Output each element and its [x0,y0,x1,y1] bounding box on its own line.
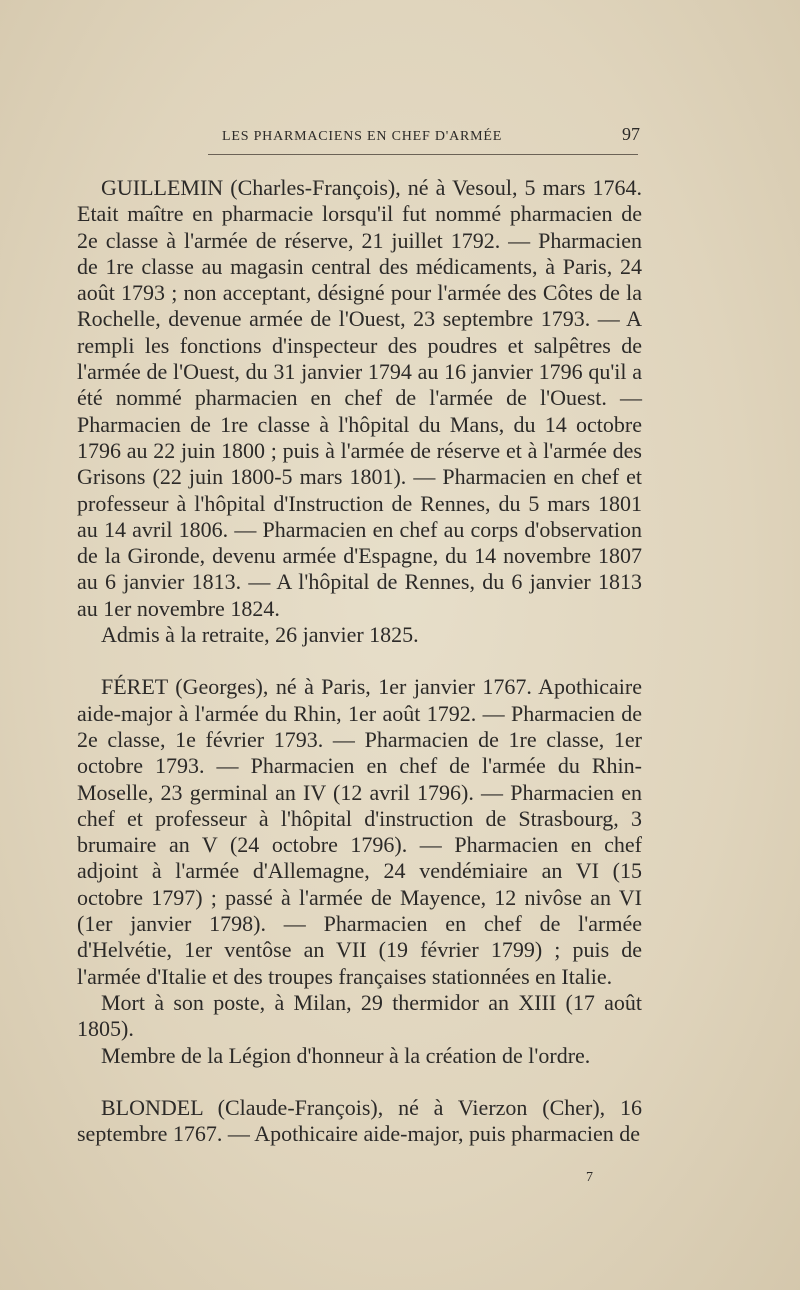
entry-feret-honour: Membre de la Légion d'honneur à la création de l'ordre. [101,1042,591,1068]
entry-blondel: BLONDEL (Claude-François), né à Vierzon (Cher), 16 septembre 1767. — Apothicaire aide-major, puis pharmacien de [77,1094,642,1147]
header-rule [208,154,638,155]
running-title: LES PHARMACIENS EN CHEF D'ARMÉE [222,129,503,144]
entry-guillemin: GUILLEMIN (Charles-François), né à Vesoul, 5 mars 1764. Etait maître en pharmacie lorsqu'il fut nommé pharmacien de 2e classe à l'armée de réserve, 21 juillet 1792. — Pharmacien de 1re classe au magasin central des médicaments, à Paris, 24 août 1793 ; non acceptant, désigné pour l'armée des Côtes de la Rochelle, devenue armée de l'Ouest, 23 septembre 1793. — A rempli les fonctions d'inspecteur des poudres et salpêtres de l'armée de l'Ouest, du 31 janvier 1794 au 16 janvier 1796 qu'il a été nommé pharmacien en chef de l'armée de l'Ouest. — Pharmacien de 1re classe à l'hôpital du Mans, du 14 octobre 1796 au 22 juin 1800 ; puis à l'armée de réserve et à l'armée des Grisons (22 juin 1800-5 mars 1801). — Pharmacien en chef et professeur à l'hôpital d'Instruction de Rennes, du 5 mars 1801 au 14 avril 1806. — Pharmacien en chef au corps d'observation de la Gironde, devenu armée d'Espagne, du 14 novembre 1807 au 6 janvier 1813. — A l'hôpital de Rennes, du 6 janvier 1813 au 1er novembre 1824. [77,175,642,621]
running-header [222,124,640,145]
signature-mark: 7 [586,1170,593,1185]
entry-feret: FÉRET (Georges), né à Paris, 1er janvier 1767. Apothicaire aide-major à l'armée du Rhin, 1er août 1792. — Pharmacien de 2e classe, 1e février 1793. — Pharmacien de 1re classe, 1er octobre 1793. — Pharmacien en chef de l'armée du Rhin-Moselle, 23 germinal an IV (12 avril 1796). — Pharmacien en chef et professeur à l'hôpital d'instruction de Strasbourg, 3 brumaire an V (24 octobre 1796). — Pharmacien en chef adjoint à l'armée d'Allemagne, 24 vendémiaire an VI (15 octobre 1797) ; passé à l'armée de Mayence, 12 nivôse an VI (1er janvier 1798). — Pharmacien en chef de l'armée d'Helvétie, 1er ventôse an VII (19 février 1799) ; puis de l'armée d'Italie et des troupes françaises stationnées en Italie. [77,674,642,989]
page-body [77,175,642,1147]
entry-feret-death: Mort à son poste, à Milan, 29 thermidor an XIII (17 août 1805). [77,989,642,1042]
page-number: 97 [622,124,640,144]
entry-guillemin-retirement: Admis à la retraite, 26 janvier 1825. [101,622,419,648]
